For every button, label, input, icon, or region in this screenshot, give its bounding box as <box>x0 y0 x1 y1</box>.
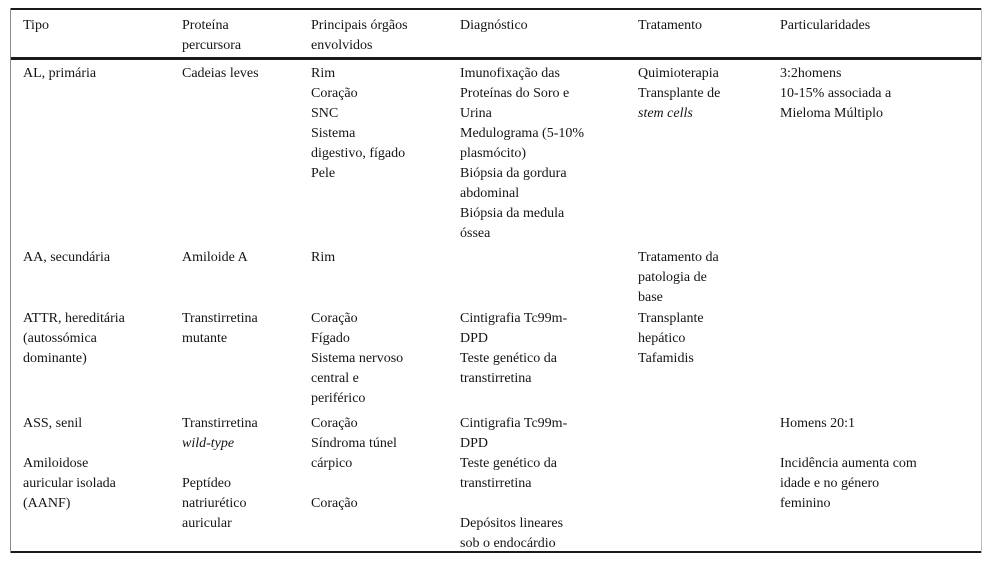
cell-line: dominante) <box>23 351 87 366</box>
cell-line: Quimioterapia <box>638 66 719 81</box>
cell-line: Rim <box>311 250 336 265</box>
table-row-ass-senil-aanf <box>23 414 982 554</box>
cell-line: Biópsia da medula <box>460 206 565 221</box>
cell-line: plasmócito) <box>460 146 527 161</box>
table-cell-orgaos <box>311 309 460 409</box>
table-cell-tipo <box>23 309 182 369</box>
header-cell-particularidades <box>780 16 982 36</box>
table-left-rule <box>10 8 11 553</box>
cell-line: Tratamento da <box>638 250 719 265</box>
cell-line: 3:2homens <box>780 66 842 81</box>
cell-line: Amiloidose <box>23 456 89 471</box>
cell-line: Transtirretina <box>182 311 258 326</box>
cell-line: feminino <box>780 496 831 511</box>
table-header-rule <box>10 57 982 60</box>
table-cell-orgaos <box>311 64 460 184</box>
table-top-rule <box>10 8 982 10</box>
cell-line: Transplante de <box>638 86 721 101</box>
cell-line: Mieloma Múltiplo <box>780 106 884 121</box>
cell-line: Teste genético da <box>460 456 557 471</box>
table-body <box>23 64 982 554</box>
table-header-row <box>23 16 982 56</box>
cell-line: hepático <box>638 331 686 346</box>
cell-line <box>460 494 630 514</box>
cell-line: envolvidos <box>311 38 373 53</box>
header-cell-tipo <box>23 16 182 36</box>
cell-line: Transtirretina <box>182 416 258 431</box>
cell-line: ATTR, hereditária <box>23 311 125 326</box>
cell-line: Amiloide A <box>182 250 248 265</box>
cell-line: idade e no género <box>780 476 880 491</box>
cell-line: central e <box>311 371 359 386</box>
header-cell-proteina <box>182 16 311 56</box>
cell-line: Rim <box>311 66 336 81</box>
table-cell-particularidades <box>780 64 982 124</box>
cell-line: digestivo, fígado <box>311 146 406 161</box>
table-cell-proteina <box>182 309 311 349</box>
table-cell-tipo <box>23 248 182 268</box>
header-cell-tratamento <box>638 16 780 36</box>
table-cell-tipo <box>23 414 182 514</box>
table-row-attr-hereditaria <box>23 309 982 409</box>
table-cell-tipo <box>23 64 182 84</box>
cell-line: AL, primária <box>23 66 97 81</box>
cell-line: Sistema nervoso <box>311 351 404 366</box>
cell-line: Incidência aumenta com <box>780 456 917 471</box>
cell-line: Tratamento <box>638 18 703 33</box>
cell-line <box>182 454 303 474</box>
cell-line: Peptídeo <box>182 476 231 491</box>
cell-line: Particularidades <box>780 18 871 33</box>
cell-line <box>780 434 974 454</box>
cell-line: Cintigrafia Tc99m- <box>460 311 568 326</box>
cell-line: DPD <box>460 436 489 451</box>
cell-line: Principais órgãos <box>311 18 408 33</box>
table-cell-orgaos <box>311 248 460 268</box>
cell-line: (AANF) <box>23 496 71 511</box>
cell-line: natriurético <box>182 496 247 511</box>
cell-line: base <box>638 290 663 305</box>
table-cell-orgaos <box>311 414 460 514</box>
header-cell-diagnostico <box>460 16 638 36</box>
cell-line: Depósitos lineares <box>460 516 564 531</box>
cell-line: 10-15% associada a <box>780 86 892 101</box>
cell-line-italic: stem cells <box>638 106 693 121</box>
table-cell-proteina <box>182 414 311 534</box>
cell-line: SNC <box>311 106 339 121</box>
cell-line-italic: wild-type <box>182 436 235 451</box>
cell-line: ASS, senil <box>23 416 83 431</box>
cell-line: percursora <box>182 38 242 53</box>
cell-line: (autossómica <box>23 331 97 346</box>
cell-line: Síndroma túnel <box>311 436 397 451</box>
cell-line: Homens 20:1 <box>780 416 856 431</box>
cell-line: Biópsia da gordura <box>460 166 567 181</box>
table-cell-diagnostico <box>460 64 638 244</box>
cell-line: periférico <box>311 391 366 406</box>
cell-line: auricular isolada <box>23 476 116 491</box>
cell-line: abdominal <box>460 186 520 201</box>
cell-line: Fígado <box>311 331 350 346</box>
cell-line: transtirretina <box>460 371 532 386</box>
cell-line: Tipo <box>23 18 49 33</box>
cell-line: Medulograma (5-10% <box>460 126 585 141</box>
cell-line: óssea <box>460 226 491 241</box>
cell-line: Cadeias leves <box>182 66 259 81</box>
cell-line: Proteínas do Soro e <box>460 86 570 101</box>
cell-line: Teste genético da <box>460 351 557 366</box>
cell-line: Tafamidis <box>638 351 694 366</box>
cell-line: transtirretina <box>460 476 532 491</box>
cell-line: sob o endocárdio <box>460 536 556 551</box>
cell-line: cárpico <box>311 456 353 471</box>
table-cell-diagnostico <box>460 309 638 389</box>
table-cell-tratamento <box>638 309 780 369</box>
cell-line <box>23 434 174 454</box>
cell-line: Coração <box>311 416 358 431</box>
table-cell-proteina <box>182 64 311 84</box>
cell-line: auricular <box>182 516 232 531</box>
cell-line: Urina <box>460 106 492 121</box>
table-cell-proteina <box>182 248 311 268</box>
cell-line <box>311 474 452 494</box>
header-cell-orgaos <box>311 16 460 56</box>
cell-line: Coração <box>311 86 358 101</box>
cell-line: Cintigrafia Tc99m- <box>460 416 568 431</box>
table-cell-tratamento <box>638 64 780 124</box>
cell-line: DPD <box>460 331 489 346</box>
cell-line: Coração <box>311 496 358 511</box>
cell-line: Proteína <box>182 18 229 33</box>
table-cell-tratamento <box>638 248 780 308</box>
cell-line: Pele <box>311 166 336 181</box>
cell-line: AA, secundária <box>23 250 111 265</box>
cell-line: patologia de <box>638 270 707 285</box>
table-cell-particularidades <box>780 414 982 514</box>
table-row-al-primaria <box>23 64 982 244</box>
cell-line: Transplante <box>638 311 704 326</box>
cell-line: mutante <box>182 331 228 346</box>
table-cell-diagnostico <box>460 414 638 554</box>
cell-line: Imunofixação das <box>460 66 560 81</box>
table-row-aa-secundaria <box>23 248 982 308</box>
cell-line: Coração <box>311 311 358 326</box>
cell-line: Sistema <box>311 126 356 141</box>
cell-line: Diagnóstico <box>460 18 528 33</box>
